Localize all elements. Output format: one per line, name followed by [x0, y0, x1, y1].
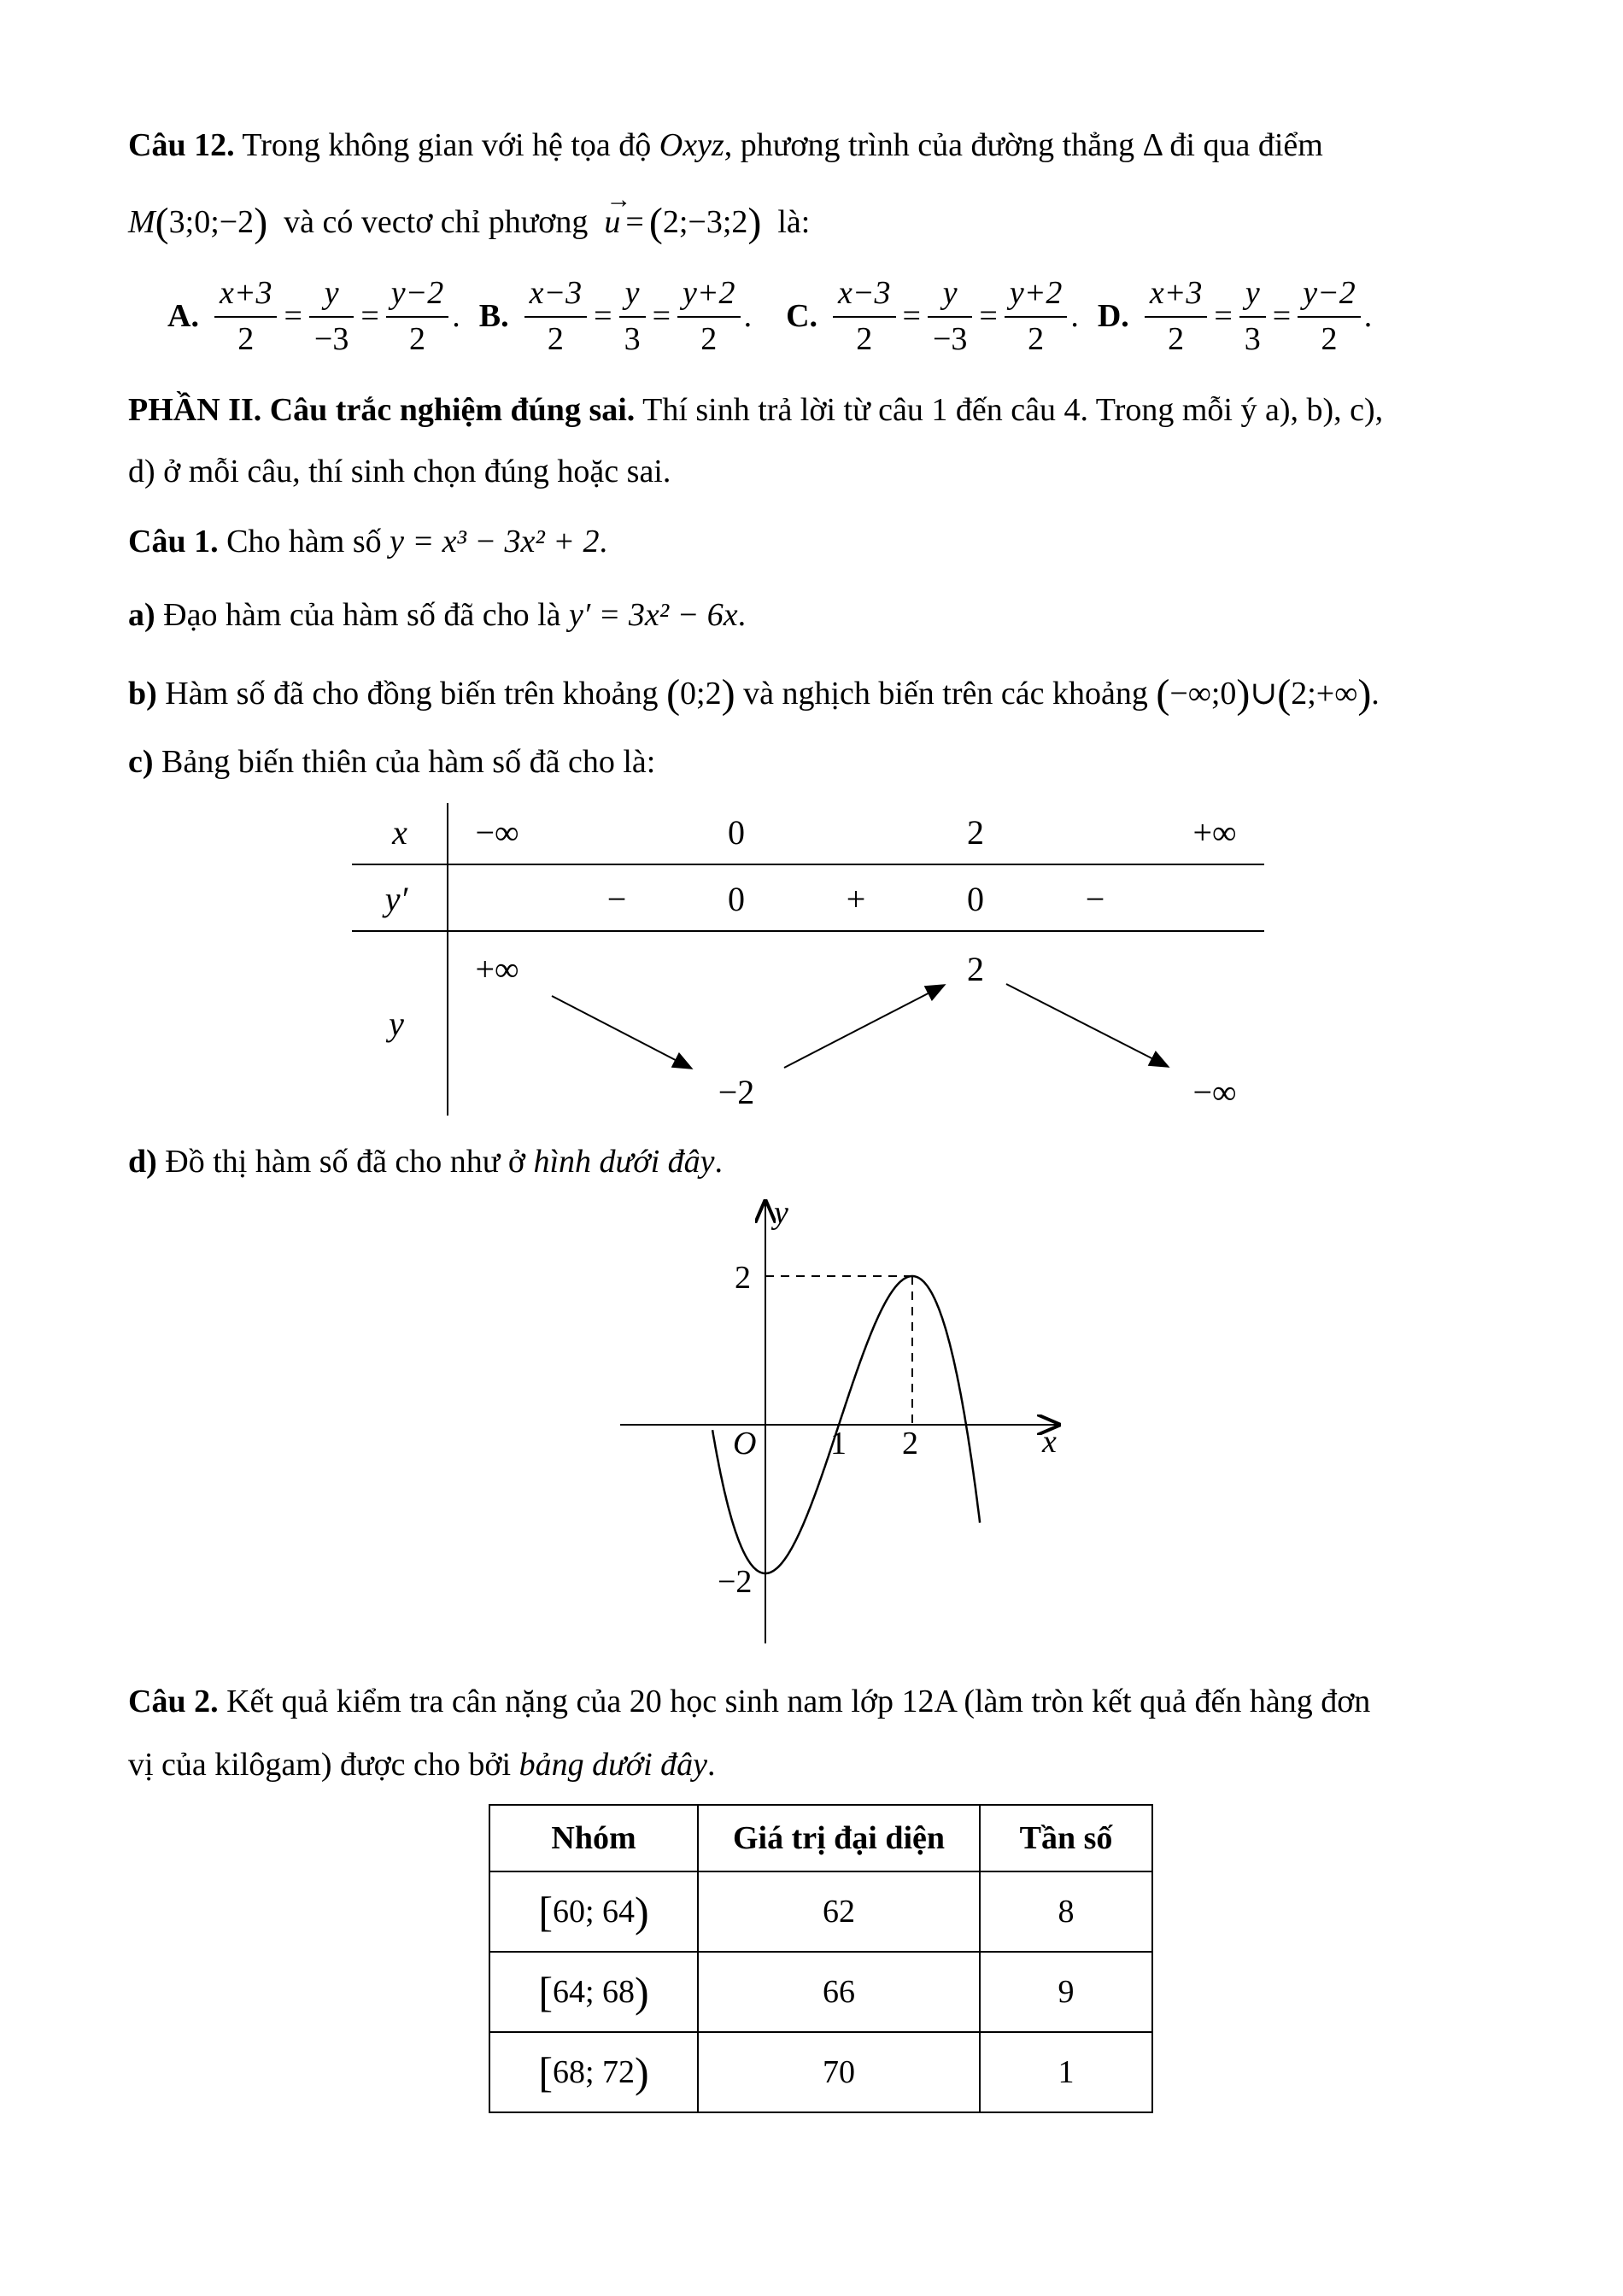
q12-vector-eq: = — [625, 204, 644, 240]
q2-text2: vị của kilôgam) được cho bởi — [128, 1747, 519, 1783]
q12-vector-coords: 2;−3;2 — [662, 204, 748, 240]
vt-yp-sign-4: − — [1085, 880, 1105, 918]
q1-c-text: Bảng biến thiên của hàm số đã cho là: — [153, 744, 656, 780]
vector-arrow-icon: → — [606, 185, 632, 214]
header-value: Giá trị đại diện — [698, 1805, 980, 1871]
value-cell: 66 — [698, 1952, 980, 2032]
q12-point-name: M — [128, 204, 155, 240]
q12-text4: và có vectơ chỉ phương — [284, 204, 589, 240]
vt-y-value-1: −2 — [718, 1073, 755, 1111]
vt-yp-sign-1: 0 — [728, 880, 745, 918]
q12-oxyz: Oxyz — [659, 127, 724, 163]
q1-d-text: Đồ thị hàm số đã cho như ở — [156, 1144, 534, 1180]
q1-b-text1: Hàm số đã cho đồng biến trên khoảng — [156, 676, 667, 712]
table-row — [489, 2032, 1152, 2112]
vt-y-value-3: −∞ — [1192, 1073, 1237, 1111]
q12-text2: , phương trình của đường thẳng — [724, 127, 1143, 163]
q12-line2: M(3;0;−2) và có vectơ chỉ phương → u = (2;−3;2) là: — [128, 185, 811, 245]
vt-yp-sign-2: + — [846, 880, 866, 918]
vt-row-y: y — [389, 1004, 404, 1043]
vt-yp-sign-0: − — [606, 880, 627, 918]
vt-x-value-3: +∞ — [1192, 813, 1237, 852]
group-cell: [60; 64) — [489, 1871, 698, 1952]
q2-text1: Kết quả kiểm tra cân nặng của 20 học sinh nam lớp 12A (làm tròn kết quả đến hàng đơn — [218, 1684, 1371, 1719]
vt-x-value-1: 0 — [728, 813, 745, 852]
q12-label: Câu 12. — [128, 127, 235, 163]
option-b[interactable]: B. $\frac{x-3}{2}$ = $\frac{y}{3}$ = $\frac{y+2}{2}$ . — [478, 275, 753, 357]
x-tick-2: 2 — [902, 1426, 918, 1461]
x-axis-label: x — [1042, 1424, 1057, 1460]
header-group: Nhóm — [489, 1805, 698, 1871]
freq-cell: 9 — [980, 1952, 1152, 2032]
q1-d-line: d) Đồ thị hàm số đã cho như ở hình dưới đây. — [128, 1144, 723, 1180]
q12-point-coords: 3;0;−2 — [168, 204, 255, 240]
x-tick-1: 1 — [830, 1426, 847, 1461]
freq-cell: 8 — [980, 1871, 1152, 1952]
q1-b-union: ∪ — [1250, 676, 1278, 712]
q1-func: y = x³ − 3x² + 2 — [390, 524, 600, 559]
q1-a-line: a) Đạo hàm của hàm số đã cho là y′ = 3x² − 6x. — [128, 597, 747, 633]
q1-a-text: Đạo hàm của hàm số đã cho là — [155, 597, 569, 633]
q12-delta: Δ — [1142, 127, 1162, 163]
table-row — [489, 1871, 1152, 1952]
vt-x-value-0: −∞ — [475, 813, 519, 852]
q12-text5: là: — [777, 204, 811, 240]
option-d[interactable]: D. $\frac{x+3}{2}$ = $\frac{y}{3}$ = $\frac{y-2}{2}$ . — [1097, 275, 1373, 357]
table-header-row — [489, 1805, 1152, 1871]
origin-label: O — [733, 1426, 757, 1461]
vt-row-yp: y′ — [384, 880, 408, 918]
part2-title: PHẦN II. Câu trắc nghiệm đúng sai. — [128, 392, 636, 428]
q1-d-label: d) — [128, 1144, 157, 1180]
q1-line: Câu 1. Cho hàm số y = x³ − 3x² + 2. — [128, 524, 607, 559]
q2-line1 — [128, 1683, 1370, 1722]
vt-y-value-2: 2 — [967, 950, 984, 988]
q1-text: Cho hàm số — [218, 524, 390, 559]
frequency-table — [489, 1804, 1153, 2113]
freq-cell: 1 — [980, 2032, 1152, 2112]
group-cell: [68; 72) — [489, 2032, 698, 2112]
part2-text2: d) ở mỗi câu, thí sinh chọn đúng hoặc sai. — [128, 454, 671, 489]
y-axis-label: y — [774, 1195, 788, 1231]
value-cell: 70 — [698, 2032, 980, 2112]
q1-b-label: b) — [128, 676, 157, 712]
q2-italic: bảng dưới đây — [519, 1747, 707, 1783]
y-tick-neg2: −2 — [718, 1564, 753, 1600]
q1-b-int2b: 2;+∞ — [1291, 676, 1358, 712]
q12-text3: đi qua điểm — [1161, 127, 1323, 163]
value-cell: 62 — [698, 1871, 980, 1952]
q1-label: Câu 1. — [128, 524, 219, 559]
vt-row-x: x — [392, 813, 407, 852]
q1-a-label: a) — [128, 597, 155, 633]
q12-text1: Trong không gian với hệ tọa độ — [234, 127, 659, 163]
table-row — [489, 1952, 1152, 2032]
vt-yp-sign-3: 0 — [967, 880, 984, 918]
option-c[interactable]: C. $\frac{x-3}{2}$ = $\frac{y}{-3}$ = $\frac{y+2}{2}$ . — [786, 275, 1079, 357]
q1-b-text2: và nghịch biến trên các khoảng — [735, 676, 1157, 712]
q1-b-line: b) Hàm số đã cho đồng biến trên khoảng (0;2) và nghịch biến trên các khoảng (−∞;0)∪(2;+∞). — [128, 671, 1380, 717]
q2-label: Câu 2. — [128, 1684, 219, 1719]
vt-y-value-0: +∞ — [475, 950, 519, 988]
q2-line2: vị của kilôgam) được cho bởi bảng dưới đây. — [128, 1747, 716, 1783]
q1-a-expr: y′ = 3x² − 6x — [569, 597, 738, 633]
part2-text1: Thí sinh trả lời từ câu 1 đến câu 4. Trong mỗi ý a), b), c), — [635, 392, 1384, 428]
option-a[interactable]: A. $\frac{x+3}{2}$ = $\frac{y}{-3}$ = $\frac{y-2}{2}$ . — [167, 275, 460, 357]
q1-d-italic: hình dưới đây — [533, 1144, 715, 1180]
q1-c-label: c) — [128, 744, 154, 780]
vt-x-value-2: 2 — [967, 813, 984, 852]
q12-vector: → u — [604, 185, 632, 240]
q1-b-int1: 0;2 — [680, 676, 722, 712]
header-frequency: Tần số — [980, 1805, 1152, 1871]
group-cell: [64; 68) — [489, 1952, 698, 2032]
q1-b-int2a: −∞;0 — [1169, 676, 1237, 712]
y-tick-2: 2 — [735, 1260, 751, 1296]
